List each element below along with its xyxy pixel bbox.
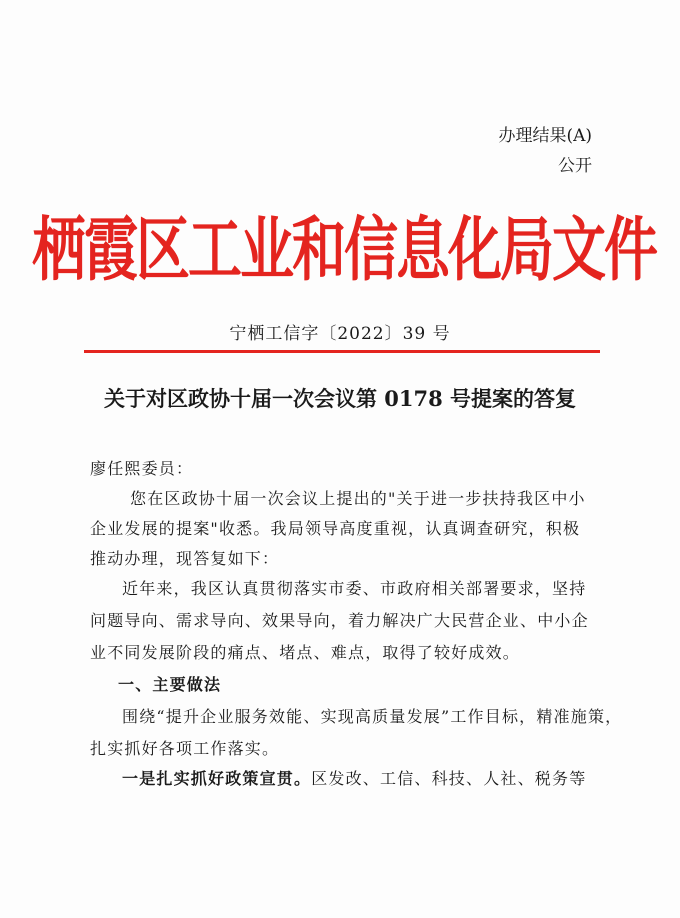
- paragraph-lead: 一是扎实抓好政策宣贯。: [122, 769, 312, 788]
- paragraph-line: 近年来，我区认真贯彻落实市委、市政府相关部署要求，坚持: [122, 579, 587, 598]
- paragraph-line: 企业发展的提案"收悉。我局领导高度重视，认真调查研究，积极: [90, 519, 581, 538]
- document-header-title: 栖霞区工业和信息化局文件: [32, 208, 656, 290]
- paragraph-line: 问题导向、需求导向、效果导向，着力解决广大民营企业、中小企: [90, 611, 589, 630]
- paragraph-line: 扎实抓好各项工作落实。: [90, 739, 280, 758]
- disclosure-label: 公开: [558, 156, 592, 176]
- handling-result-label: 办理结果(A): [498, 126, 592, 146]
- paragraph-line: [122, 764, 602, 794]
- salutation: 廖任熙委员：: [90, 459, 194, 478]
- paragraph-line: 业不同发展阶段的痛点、堵点、难点，取得了较好成效。: [90, 643, 521, 662]
- paragraph-rest: 区发改、工信、科技、人社、税务等: [311, 769, 587, 788]
- paragraph-line: 围绕“提升企业服务效能、实现高质量发展”工作目标，精准施策，: [122, 707, 623, 726]
- paragraph-line: 推动办理，现答复如下：: [90, 549, 280, 568]
- paragraph-line: 您在区政协十届一次会议上提出的"关于进一步扶持我区中小: [130, 489, 586, 508]
- section-heading: 一、主要做法: [118, 675, 222, 694]
- red-divider-line: [84, 350, 600, 353]
- document-number: 宁栖工信字〔2022〕39 号: [229, 324, 451, 344]
- document-title: 关于对区政协十届一次会议第 0178 号提案的答复: [103, 386, 577, 411]
